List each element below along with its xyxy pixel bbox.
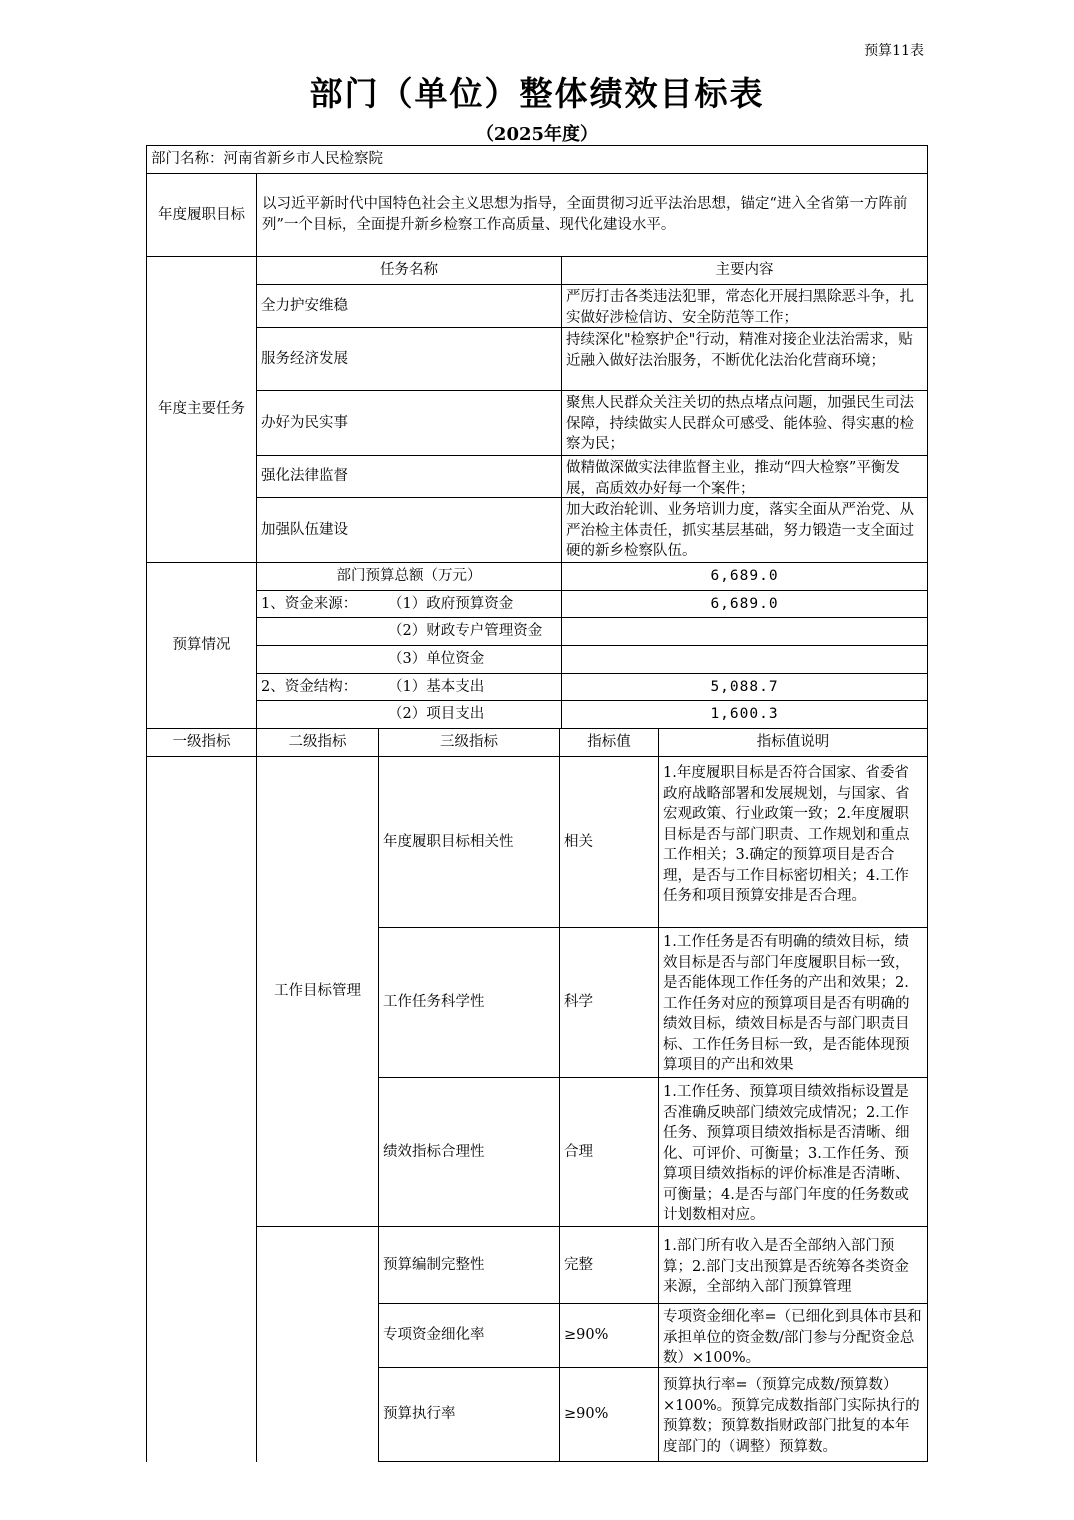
header-level2: 二级指标 — [288, 734, 347, 751]
budget-item: （3）单位资金 — [388, 651, 485, 668]
task-name: 办好为民实事 — [261, 414, 348, 431]
indicator-description: 预算执行率=（预算完成数/预算数）×100%。预算完成数指部门实际执行的预算数；预算数指财政部门批复的本年度部门的（调整）预算数。 — [663, 1377, 920, 1455]
level2-indicator — [257, 1227, 378, 1462]
task-name: 全力护安维稳 — [261, 297, 348, 314]
level3-indicator: 年度履职目标相关性 — [383, 833, 514, 850]
level3-indicator: 绩效指标合理性 — [383, 1143, 485, 1160]
budget-value: 6,689.0 — [710, 595, 779, 612]
fund-source-label: 1、资金来源： — [261, 595, 358, 612]
budget-label: 预算情况 — [172, 637, 231, 654]
task-name: 强化法律监督 — [261, 468, 348, 485]
header-description: 指标值说明 — [756, 734, 830, 751]
indicator-value: 完整 — [564, 1256, 593, 1273]
annual-goal-text: 以习近平新时代中国特色社会主义思想为指导，全面贯彻习近平法治思想，锚定“进入全省第一方阵前列”一个目标，全面提升新乡检察工作高质量、现代化建设水平。 — [262, 196, 908, 233]
budget-value: 5,088.7 — [710, 678, 779, 695]
budget-total-label: 部门预算总额（万元） — [336, 568, 482, 585]
department-row — [147, 146, 927, 173]
header-level3: 三级指标 — [440, 734, 498, 751]
indicator-value: 合理 — [564, 1143, 593, 1160]
task-content: 加大政治轮训、业务培训力度，落实全面从严治党、从严治检主体责任，抓实基层基础，努力锻造一支全面过硬的新乡检察队伍。 — [566, 502, 914, 559]
task-content: 聚焦人民群众关注关切的热点堵点问题，加强民生司法保障，持续做实人民群众可感受、能体验、得实惠的检察为民； — [566, 395, 914, 452]
year-subtitle: （2025年度） — [475, 124, 599, 145]
budget-item: （2）财政专户管理资金 — [388, 623, 543, 640]
table-number: 预算11表 — [864, 43, 924, 59]
level3-indicator: 工作任务科学性 — [383, 994, 485, 1011]
budget-item: （1）基本支出 — [388, 678, 485, 695]
header-level1: 一级指标 — [172, 734, 231, 751]
budget-value — [562, 618, 927, 645]
level3-indicator: 预算执行率 — [383, 1406, 456, 1423]
level3-indicator: 预算编制完整性 — [383, 1256, 485, 1273]
department-name: 河南省新乡市人民检察院 — [223, 151, 383, 168]
fund-structure-label: 2、资金结构： — [261, 678, 358, 695]
task-name: 加强队伍建设 — [261, 521, 348, 538]
indicator-description: 1.年度履职目标是否符合国家、省委省政府战略部署和发展规划，与国家、省宏观政策、行业政策一致；2.年度履职目标是否与部门职责、工作规划和重点工作相关；3.确定的预算项目是否合理，是否与工作目标密切相关；4.工作任务和项目预算安排是否合理。 — [663, 765, 910, 904]
department-label: 部门名称： — [151, 151, 224, 168]
level2-indicator: 工作目标管理 — [274, 983, 361, 1000]
indicator-description: 1.部门所有收入是否全部纳入部门预算；2.部门支出预算是否统筹各类资金来源，全部纳入部门预算管理 — [663, 1238, 909, 1295]
budget-value: 1,600.3 — [710, 706, 779, 723]
budget-total-value: 6,689.0 — [710, 568, 779, 585]
budget-item: （1）政府预算资金 — [388, 595, 514, 612]
task-content: 做精做深做实法律监督主业，推动“四大检察”平衡发展，高质效办好每一个案件； — [566, 460, 900, 497]
task-content: 严厉打击各类违法犯罪，常态化开展扫黑除恶斗争，扎实做好涉检信访、安全防范等工作； — [566, 289, 914, 326]
task-content: 持续深化"检察护企"行动，精准对接企业法治需求，贴近融入做好法治服务，不断优化法治化营商环境； — [566, 332, 913, 369]
level3-indicator: 专项资金细化率 — [383, 1327, 485, 1344]
indicator-value: ≥90% — [564, 1327, 609, 1344]
tasks-label: 年度主要任务 — [158, 401, 245, 418]
budget-item: （2）项目支出 — [388, 706, 485, 723]
annual-goal-label: 年度履职目标 — [158, 206, 245, 223]
indicator-value: ≥90% — [564, 1406, 609, 1423]
page-title: 部门（单位）整体绩效目标表 — [309, 74, 765, 113]
indicator-description: 专项资金细化率=（已细化到具体市县和承担单位的资金数/部门参与分配资金总数）×100%。 — [663, 1309, 922, 1366]
task-content-header: 主要内容 — [715, 262, 774, 279]
task-name: 服务经济发展 — [261, 350, 348, 367]
indicator-description: 1.工作任务、预算项目绩效指标设置是否准确反映部门绩效完成情况；2.工作任务、预算项目绩效指标是否清晰、细化、可评价、可衡量；3.工作任务、预算项目绩效指标的评价标准是否清晰、可衡量；4.是否与部门年度的任务数或计划数相对应。 — [663, 1084, 910, 1223]
indicator-value: 相关 — [564, 833, 593, 850]
task-name-header: 任务名称 — [380, 262, 438, 279]
indicator-value: 科学 — [564, 994, 593, 1011]
header-value: 指标值 — [587, 734, 631, 751]
indicator-description: 1.工作任务是否有明确的绩效目标，绩效目标是否与部门年度履职目标一致，是否能体现工作任务的产出和效果；2.工作任务对应的预算项目是否有明确的绩效目标，绩效目标是否与部门职责目标、工作任务目标一致，是否能体现预算项目的产出和效果 — [663, 934, 910, 1073]
budget-value — [562, 646, 927, 673]
